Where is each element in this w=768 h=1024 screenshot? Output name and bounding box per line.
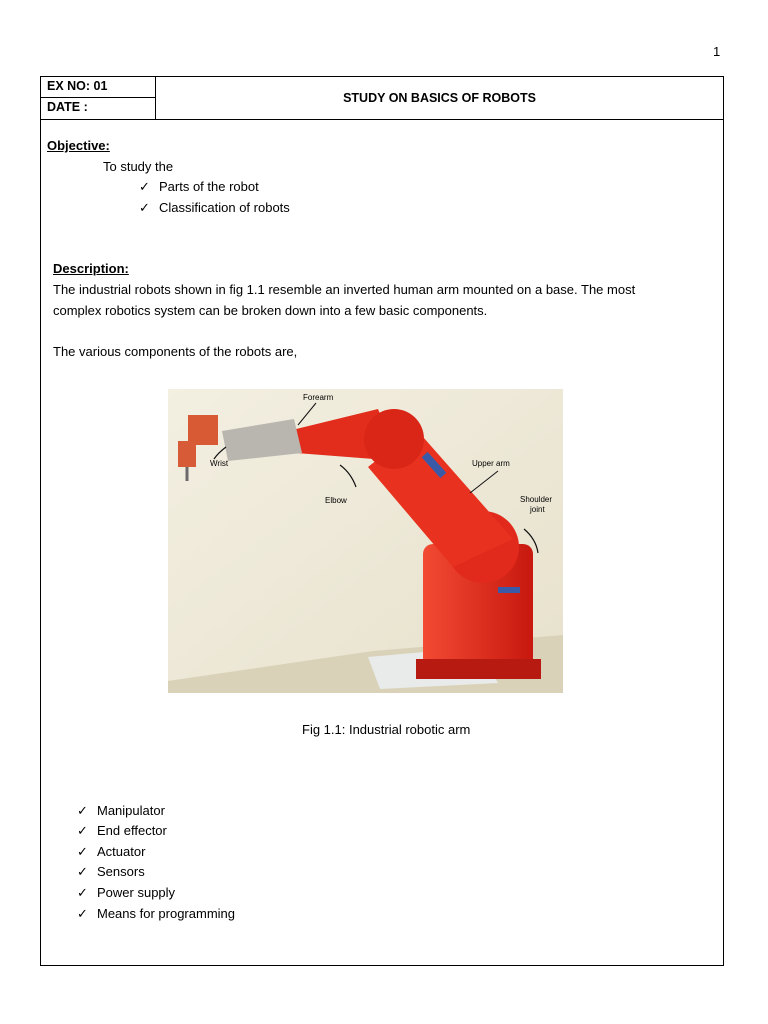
document-frame <box>40 76 724 966</box>
joint-label: joint <box>530 505 545 514</box>
component-label: End effector <box>97 823 167 838</box>
check-icon: ✓ <box>77 844 88 859</box>
upper-arm-label: Upper arm <box>472 459 510 468</box>
objective-item-label: Classification of robots <box>159 200 290 215</box>
objective-intro: To study the <box>103 159 174 174</box>
robot-base-foot <box>416 659 541 679</box>
check-icon: ✓ <box>139 200 150 215</box>
component-label: Manipulator <box>97 803 165 818</box>
objective-item <box>139 179 259 195</box>
check-icon: ✓ <box>77 906 88 921</box>
robot-base-logo <box>498 587 520 593</box>
robot-wrist <box>188 415 218 445</box>
component-label: Power supply <box>97 885 176 900</box>
robot-end-effector <box>178 441 196 467</box>
elbow-label: Elbow <box>325 496 347 505</box>
component-label: Means for programming <box>97 906 235 921</box>
objective-item-label: Parts of the robot <box>159 179 259 194</box>
check-icon: ✓ <box>77 823 88 838</box>
header-table <box>41 77 723 120</box>
component-item <box>77 906 235 922</box>
shoulder-label: Shoulder <box>520 495 553 504</box>
objective-heading: Objective: <box>47 138 110 153</box>
forearm-label: Forearm <box>303 393 334 402</box>
check-icon: ✓ <box>77 864 88 879</box>
robot-arm-photo <box>168 389 563 693</box>
robot-elbow <box>364 409 424 469</box>
objective-item <box>139 200 290 216</box>
page-number: 1 <box>713 44 721 59</box>
check-icon: ✓ <box>77 803 88 818</box>
description-line: complex robotics system can be broken down into a few basic components. <box>53 303 488 318</box>
exercise-title: STUDY ON BASICS OF ROBOTS <box>343 91 536 105</box>
component-item <box>77 803 165 819</box>
description-line: The various components of the robots are, <box>53 344 298 359</box>
component-item <box>77 864 145 880</box>
description-heading: Description: <box>53 261 129 276</box>
date-cell: DATE : <box>41 98 156 119</box>
check-icon: ✓ <box>139 179 150 194</box>
ex-no-cell: EX NO: 01 <box>41 77 156 98</box>
description-line: The industrial robots shown in fig 1.1 resemble an inverted human arm mounted on a base. The most <box>53 282 636 297</box>
component-item <box>77 844 145 860</box>
figure-caption: Fig 1.1: Industrial robotic arm <box>302 722 471 737</box>
wrist-label: Wrist <box>210 459 229 468</box>
component-item <box>77 823 167 839</box>
check-icon: ✓ <box>77 885 88 900</box>
component-label: Actuator <box>97 844 146 859</box>
component-label: Sensors <box>97 864 145 879</box>
component-item <box>77 885 175 901</box>
